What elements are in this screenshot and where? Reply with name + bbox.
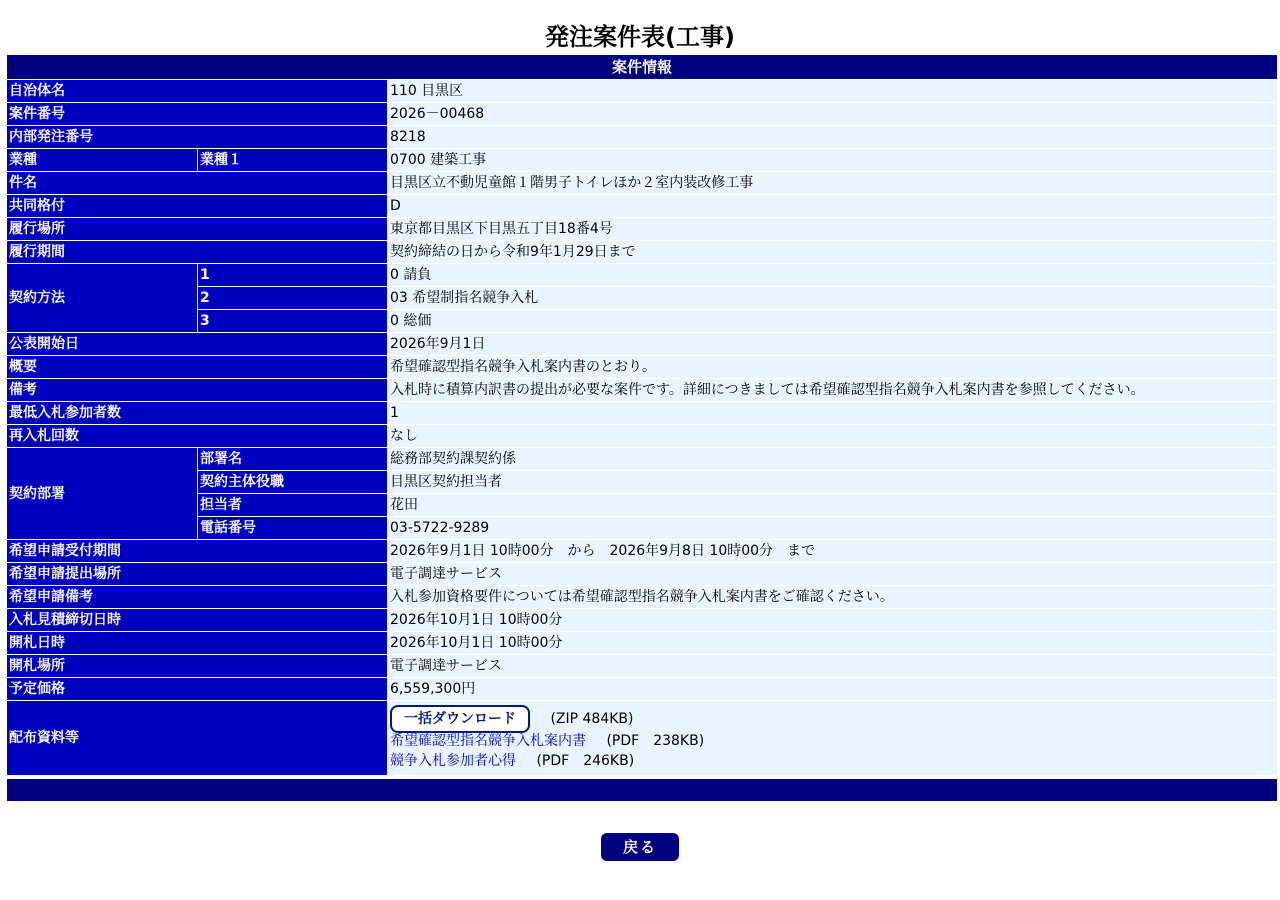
table-row [7,310,1277,332]
table-row [7,379,1277,401]
table-row [7,126,1277,148]
bid-deadline-value: 2026年10月1日 10時00分 [388,609,1277,631]
document-size: (PDF 238KB) [606,733,705,749]
contract-method-sub-label: 3 [198,310,387,332]
table-row [7,563,1277,585]
contract-dept-sub-label: 担当者 [198,494,387,516]
table-row [7,655,1277,677]
application-remarks-label: 希望申請備考 [7,586,387,608]
overview-label: 概要 [7,356,387,378]
table-row [7,425,1277,447]
table-row [7,701,1277,775]
table-row [7,241,1277,263]
table-row [7,632,1277,654]
opening-datetime-value: 2026年10月1日 10時00分 [388,632,1277,654]
contract-dept-sub-label: 電話番号 [198,517,387,539]
table-row [7,402,1277,424]
period-value: 契約締結の日から令和9年1月29日まで [388,241,1277,263]
contract-method-sub-label: 1 [198,264,387,286]
table-row [7,149,1277,171]
period-label: 履行期間 [7,241,387,263]
contract-method-label: 契約方法 [7,264,197,332]
download-all-size: (ZIP 484KB) [550,711,634,727]
table-row [7,540,1277,562]
document-link[interactable]: 競争入札参加者心得 [390,753,516,769]
footer-bar [7,779,1277,801]
download-all-line [390,705,1275,731]
contract-dept-value: 目黒区契約担当者 [388,471,1277,493]
documents-label: 配布資料等 [7,701,387,775]
remarks-label: 備考 [7,379,387,401]
contract-method-value: 0 総価 [388,310,1277,332]
table-row [7,609,1277,631]
application-remarks-value: 入札参加資格要件については希望確認型指名競争入札案内書をご確認ください。 [388,586,1277,608]
subject-value: 目黒区立不動児童館１階男子トイレほか２室内装改修工事 [388,172,1277,194]
table-row [7,448,1277,470]
documents-value [388,701,1277,775]
section-header: 案件情報 [7,55,1277,79]
contract-dept-label: 契約部署 [7,448,197,539]
application-place-label: 希望申請提出場所 [7,563,387,585]
table-row [7,471,1277,493]
table-row [7,333,1277,355]
table-row [7,517,1277,539]
case-number-value: 2026－00468 [388,103,1277,125]
contract-dept-sub-label: 契約主体役職 [198,471,387,493]
publish-date-value: 2026年9月1日 [388,333,1277,355]
municipality-label: 自治体名 [7,80,387,102]
table-row [7,218,1277,240]
joint-rating-value: D [388,195,1277,217]
location-value: 東京都目黒区下目黒五丁目18番4号 [388,218,1277,240]
table-row [7,678,1277,700]
opening-place-value: 電子調達サービス [388,655,1277,677]
contract-method-value: 0 請負 [388,264,1277,286]
table-row [7,287,1277,309]
table-row [7,172,1277,194]
table-row [7,356,1277,378]
rebid-count-value: なし [388,425,1277,447]
industry-value: 0700 建築工事 [388,149,1277,171]
location-label: 履行場所 [7,218,387,240]
internal-number-value: 8218 [388,126,1277,148]
table-row [7,264,1277,286]
contract-dept-sub-label: 部署名 [198,448,387,470]
application-period-label: 希望申請受付期間 [7,540,387,562]
table-row [7,80,1277,102]
contract-dept-value: 03-5722-9289 [388,517,1277,539]
table-row [7,103,1277,125]
bid-deadline-label: 入札見積締切日時 [7,609,387,631]
contract-method-value: 03 希望制指名競争入札 [388,287,1277,309]
opening-place-label: 開札場所 [7,655,387,677]
rebid-count-label: 再入札回数 [7,425,387,447]
contract-method-sub-label: 2 [198,287,387,309]
document-item [390,751,1275,771]
download-all-button[interactable]: 一括ダウンロード [390,705,530,733]
table-row [7,195,1277,217]
page-title: 発注案件表(工事) [545,23,735,51]
min-bidders-value: 1 [388,402,1277,424]
case-info-table [6,54,1278,802]
remarks-value: 入札時に積算内訳書の提出が必要な案件です。詳細につきましては希望確認型指名競争入札案内書を参照してください。 [388,379,1277,401]
contract-dept-value: 総務部契約課契約係 [388,448,1277,470]
case-number-label: 案件番号 [7,103,387,125]
document-size: (PDF 246KB) [536,753,635,769]
industry-sub-label: 業種１ [198,149,387,171]
application-place-value: 電子調達サービス [388,563,1277,585]
document-item [390,731,1275,751]
back-button[interactable]: 戻る [601,833,679,861]
table-row [7,586,1277,608]
overview-value: 希望確認型指名競争入札案内書のとおり。 [388,356,1277,378]
planned-price-value: 6,559,300円 [388,678,1277,700]
subject-label: 件名 [7,172,387,194]
joint-rating-label: 共同格付 [7,195,387,217]
industry-label: 業種 [7,149,197,171]
municipality-value: 110 目黒区 [388,80,1277,102]
contract-dept-value: 花田 [388,494,1277,516]
table-row [7,494,1277,516]
publish-date-label: 公表開始日 [7,333,387,355]
document-link[interactable]: 希望確認型指名競争入札案内書 [390,733,586,749]
internal-number-label: 内部発注番号 [7,126,387,148]
application-period-value: 2026年9月1日 10時00分 から 2026年9月8日 10時00分 まで [388,540,1277,562]
min-bidders-label: 最低入札参加者数 [7,402,387,424]
planned-price-label: 予定価格 [7,678,387,700]
opening-datetime-label: 開札日時 [7,632,387,654]
